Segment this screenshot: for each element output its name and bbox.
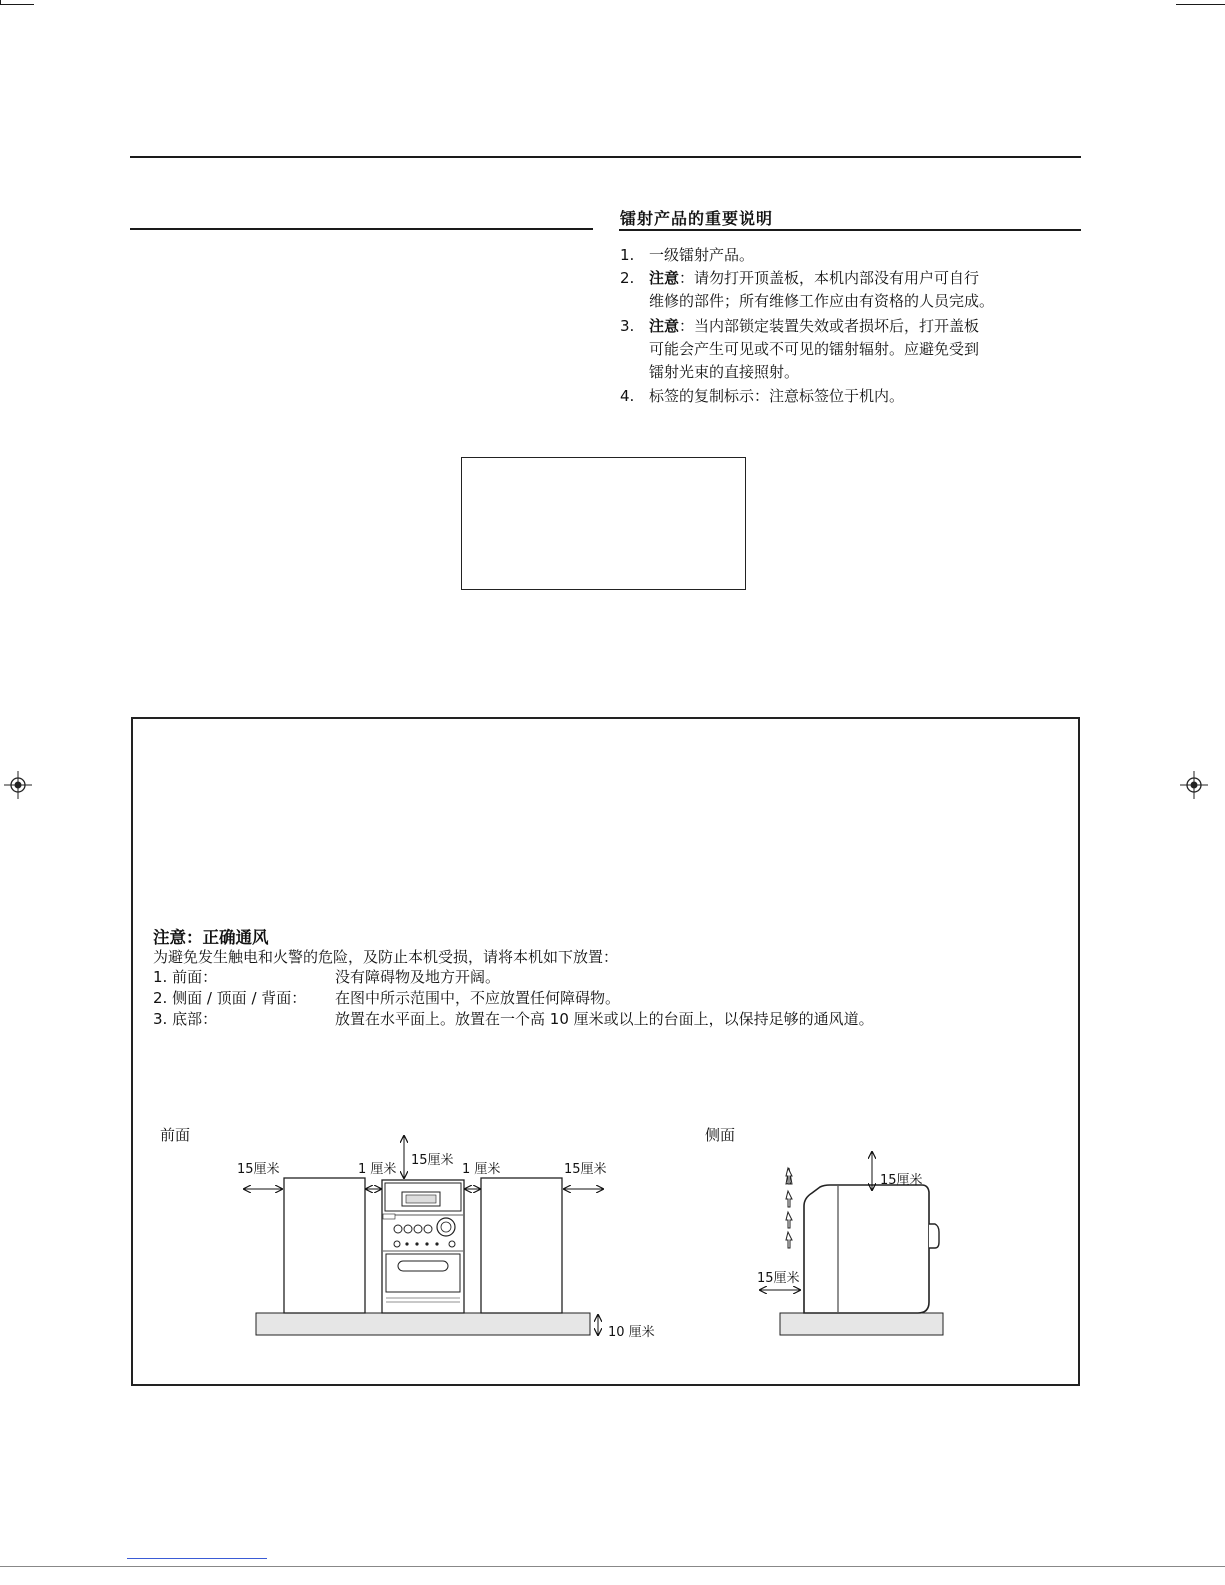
- front-view-label: 前面: [160, 1126, 191, 1144]
- dim-right-label: 15厘米: [564, 1162, 607, 1177]
- ventilation-row-label: 3. 底部：: [153, 1010, 218, 1028]
- laser-item-line: [649, 244, 754, 267]
- laser-item-text: ：当内部锁定装置失效或者损坏后，打开盖板: [679, 317, 980, 335]
- left-section-rule: [130, 228, 593, 230]
- laser-item-line: [649, 361, 799, 384]
- registration-mark-right-icon: [1180, 771, 1208, 799]
- ventilation-row-value: 放置在水平面上。放置在一个高 10 厘米或以上的台面上，以保持足够的通风道。: [335, 1010, 874, 1028]
- laser-section-rule: [619, 229, 1081, 231]
- laser-section-title: 镭射产品的重要说明: [620, 209, 774, 228]
- side-view-diagram: [750, 1145, 950, 1345]
- main-unit: [382, 1180, 464, 1313]
- side-table-surface: [780, 1313, 943, 1335]
- crop-mark: [1176, 4, 1225, 5]
- right-speaker: [481, 1178, 562, 1313]
- laser-item-text: 镭射光束的直接照射。: [649, 363, 800, 381]
- laser-item-line: [649, 385, 904, 408]
- dim-top-label: 15厘米: [411, 1153, 454, 1168]
- bottom-rule: [0, 1566, 1225, 1567]
- laser-item-text: ：请勿打开顶盖板，本机内部没有用户可自行: [679, 269, 980, 287]
- dim-gap-left-label: 1 厘米: [358, 1162, 397, 1177]
- laser-item-text: 维修的部件；所有维修工作应由有资格的人员完成。: [649, 292, 995, 310]
- laser-item-text: 可能会产生可见或不可见的镭射辐射。应避免受到: [649, 340, 980, 358]
- dim-gap-right-label: 1 厘米: [462, 1162, 501, 1177]
- laser-item-number: 4.: [620, 387, 635, 405]
- laser-item-number: 3.: [620, 317, 635, 335]
- ventilation-row-label: 2. 侧面 / 顶面 / 背面：: [153, 989, 307, 1007]
- caution-keyword: 注意: [649, 269, 680, 287]
- laser-item-number: 2.: [620, 269, 635, 287]
- side-view-label: 侧面: [705, 1126, 736, 1144]
- crop-mark: [0, 4, 34, 5]
- bottom-link-rule: [127, 1558, 267, 1559]
- laser-item-line: [649, 267, 979, 290]
- dim-left-label: 15厘米: [237, 1162, 280, 1177]
- unit-side-profile: [804, 1185, 929, 1313]
- ventilation-row-value: 没有障碍物及地方开阔。: [335, 968, 501, 986]
- dim-bottom-label: 10 厘米: [608, 1325, 655, 1340]
- laser-item-number: 1.: [620, 246, 635, 264]
- laser-item-line: [649, 338, 979, 361]
- side-dim-top-label: 15厘米: [880, 1173, 923, 1188]
- laser-item-text: 标签的复制标示：注意标签位于机内。: [649, 387, 905, 405]
- caution-label-box: [461, 457, 746, 590]
- top-rule: [130, 156, 1081, 158]
- registration-mark-left-icon: [4, 771, 32, 799]
- laser-item-line: [649, 290, 994, 313]
- table-surface: [256, 1313, 590, 1335]
- laser-item-text: 一级镭射产品。: [649, 246, 755, 264]
- ventilation-row-value: 在图中所示范围中，不应放置任何障碍物。: [335, 989, 621, 1007]
- ventilation-title: 注意：正确通风: [153, 928, 269, 947]
- front-view-diagram: [230, 1130, 670, 1345]
- laser-item-line: [649, 315, 979, 338]
- ventilation-row-label: 1. 前面：: [153, 968, 218, 986]
- side-dim-back-label: 15厘米: [757, 1271, 800, 1286]
- ventilation-intro: 为避免发生触电和火警的危险，及防止本机受损，请将本机如下放置：: [153, 948, 619, 966]
- left-speaker: [284, 1178, 365, 1313]
- caution-keyword: 注意: [649, 317, 680, 335]
